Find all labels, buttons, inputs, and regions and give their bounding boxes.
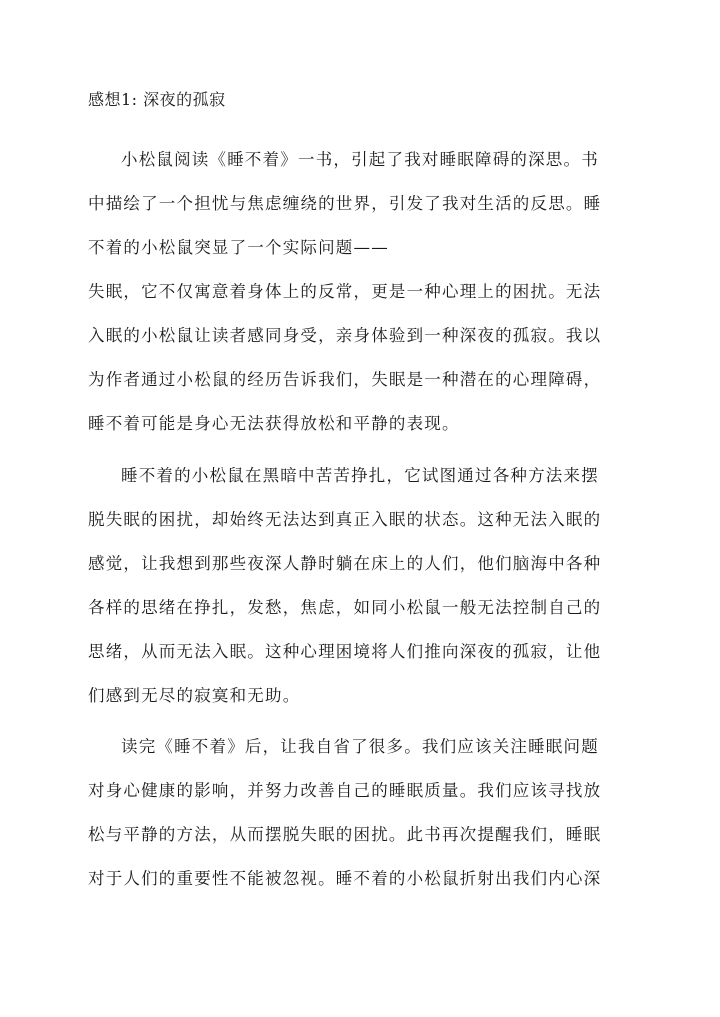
paragraph-line: 失眠，它不仅寓意着身体上的反常，更是一种心理上的困扰。无法 bbox=[88, 282, 602, 301]
paragraph-line: 松与平静的方法，从而摆脱失眠的困扰。此书再次提醒我们，睡眠 bbox=[88, 825, 602, 844]
paragraph-line: 感觉，让我想到那些夜深人静时躺在床上的人们，他们脑海中各种 bbox=[88, 554, 602, 573]
paragraph-line: 各样的思绪在挣扎，发愁，焦虑，如同小松鼠一般无法控制自己的 bbox=[88, 598, 602, 617]
paragraph-line: 对身心健康的影响，并努力改善自己的睡眠质量。我们应该寻找放 bbox=[88, 781, 602, 800]
paragraph-line: 中描绘了一个担忧与焦虑缠绕的世界，引发了我对生活的反思。睡 bbox=[88, 194, 602, 213]
paragraph-line: 思绪，从而无法入眠。这种心理困境将人们推向深夜的孤寂，让他 bbox=[88, 642, 602, 661]
paragraph-line: 脱失眠的困扰，却始终无法达到真正入眠的状态。这种无法入眠的 bbox=[88, 510, 602, 529]
paragraph-line: 为作者通过小松鼠的经历告诉我们，失眠是一种潜在的心理障碍， bbox=[88, 370, 602, 389]
paragraph-1 bbox=[88, 138, 633, 446]
paragraph-line: 小松鼠阅读《睡不着》一书，引起了我对睡眠障碍的深思。书 bbox=[121, 150, 599, 169]
paragraph-line: 睡不着的小松鼠在黑暗中苦苦挣扎，它试图通过各种方法来摆 bbox=[121, 466, 599, 485]
paragraph-line: 睡不着可能是身心无法获得放松和平静的表现。 bbox=[88, 414, 460, 433]
paragraph-3 bbox=[88, 725, 633, 901]
paragraph-line: 入眠的小松鼠让读者感同身受，亲身体验到一种深夜的孤寂。我以 bbox=[88, 326, 602, 345]
paragraph-line: 们感到无尽的寂寞和无助。 bbox=[88, 686, 301, 705]
section-heading: 感想1: 深夜的孤寂 bbox=[88, 90, 226, 109]
paragraph-line: 对于人们的重要性不能被忽视。睡不着的小松鼠折射出我们内心深 bbox=[88, 869, 602, 888]
paragraph-2 bbox=[88, 454, 633, 718]
paragraph-line: 读完《睡不着》后，让我自省了很多。我们应该关注睡眠问题 bbox=[121, 737, 599, 756]
paragraph-line: 不着的小松鼠突显了一个实际问题—— bbox=[88, 238, 389, 257]
